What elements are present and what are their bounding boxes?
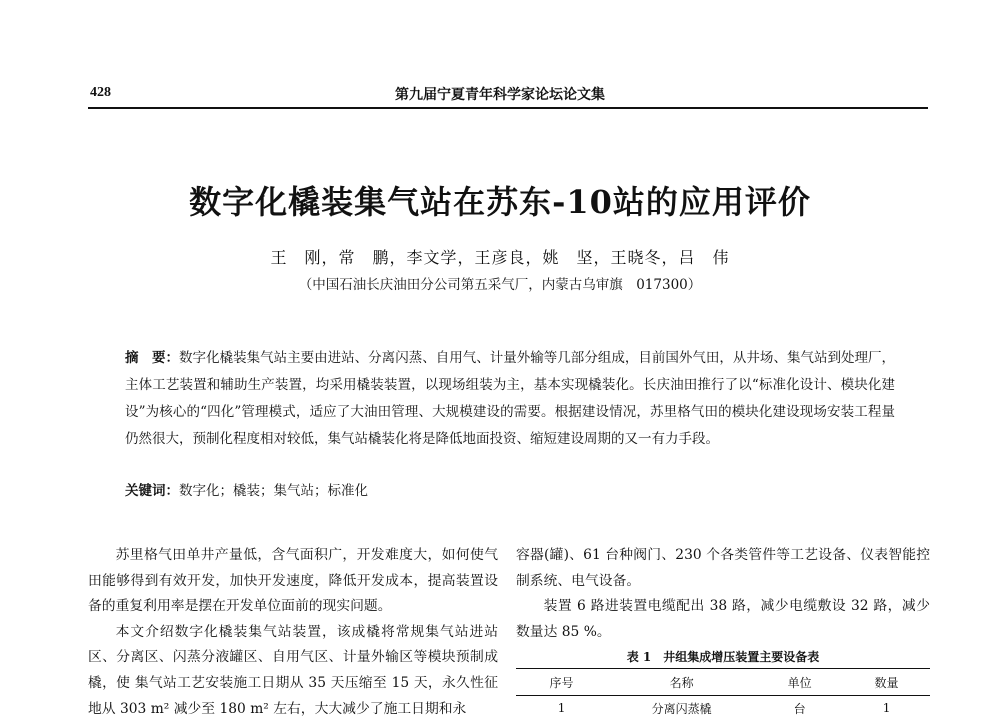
column-header: 单位: [756, 669, 843, 696]
keywords-text: 数字化；橇装；集气站；标准化: [179, 483, 368, 499]
column-header: 数量: [843, 669, 930, 696]
abstract-text: 数字化橇装集气站主要由进站、分离闪蒸、自用气、计量外输等几部分组成，目前国外气田，从井场、集气站到处理厂，主体工艺装置和辅助生产装置，均采用橇装装置，以现场组装为主，基本实现橇装化。长庆油田推行了以“标准化设计、模块化建设”为核心的“四化”管理模式，适应了大油田管理、大规模建设的需要。根据建设情况，苏里格气田的模块化建设现场安装工程量仍然很大，预制化程度相对较低，集气站橇装化将是降低地面投资、缩短建设周期的又一有力手段。: [125, 350, 896, 447]
body-paragraph: 本文介绍数字化橇装集气站装置，该成橇将常规集气站进站区、分离区、闪蒸分液罐区、自用气区、计量外输区等模块预制成橇，使 集气站工艺安装施工日期从 35 天压缩至 15 天，永久性征地从 303 m² 减少至 180 m² 左右，大大减少了施工日期和永: [88, 623, 498, 717]
table-header-row: [516, 669, 930, 696]
table-caption: 表 1 井组集成增压装置主要设备表: [626, 650, 820, 664]
table-cell: 1: [557, 701, 566, 715]
right-column: [516, 543, 930, 645]
keywords: [125, 479, 368, 499]
table-cell: 分离闪蒸橇: [651, 701, 712, 716]
column-header: 序号: [516, 669, 607, 696]
abstract: [125, 345, 895, 453]
header-rule: [88, 107, 928, 109]
column-header: 名称: [607, 669, 756, 696]
equipment-table: [516, 668, 930, 720]
body-paragraph: 容器(罐)、61 台种阀门、230 个各类管件等工艺设备、仪表智能控制系统、电气设备。: [516, 547, 930, 589]
table-cell: 1: [882, 701, 891, 715]
page-number: 428: [90, 85, 111, 100]
table-row: [516, 696, 930, 721]
author-list: 王 刚，常 鹏，李文学，王彦良，姚 坚，王晓冬，吕 伟: [270, 248, 730, 267]
table-cell: 台: [793, 701, 806, 716]
keywords-label: 关键词：: [125, 483, 179, 499]
affiliation: （中国石油长庆油田分公司第五采气厂，内蒙古乌审旗 017300）: [298, 277, 702, 293]
body-paragraph: 装置 6 路进装置电缆配出 38 路，减少电缆敷设 32 路，减少数量达 85 %。: [516, 598, 930, 640]
body-paragraph: 苏里格气田单井产量低，含气面积广，开发难度大，如何使气田能够得到有效开发，加快开发速度，降低开发成本，提高装置设备的重复利用率是摆在开发单位面前的现实问题。: [88, 547, 498, 615]
left-column: [88, 543, 498, 722]
running-head: 第九届宁夏青年科学家论坛论文集: [395, 87, 605, 103]
paper-title: 数字化橇装集气站在苏东-10站的应用评价: [189, 183, 811, 221]
abstract-label: 摘 要：: [125, 350, 180, 366]
